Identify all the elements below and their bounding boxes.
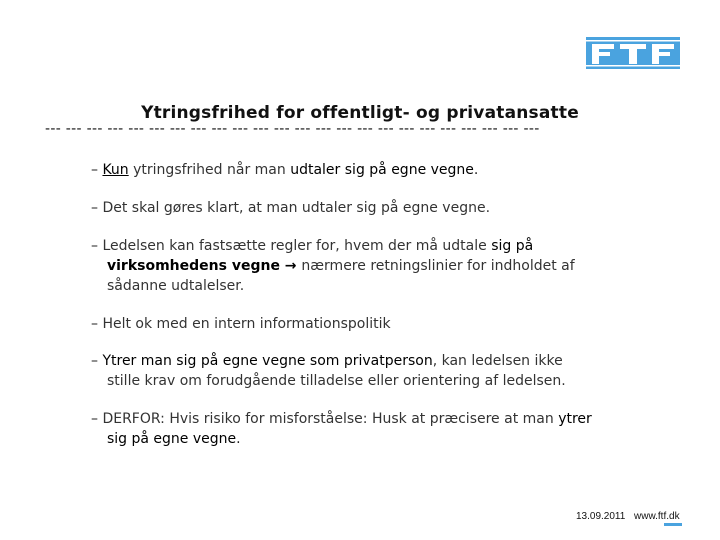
bullet-dash: – xyxy=(91,238,98,254)
bullet-text: virksomhedens vegne xyxy=(107,258,280,274)
bullet-item xyxy=(91,160,621,180)
bullet-text: Helt ok med en intern informationspolitik xyxy=(102,316,391,332)
bullet-text: Ytrer man sig på egne vegne som privatperson xyxy=(102,353,433,369)
footer-accent-bar xyxy=(664,523,682,526)
bullet-text: . xyxy=(473,162,479,178)
bullet-text: Ledelsen kan fastsætte regler for, hvem der må udtale xyxy=(102,238,492,254)
bullet-item xyxy=(91,314,621,334)
bullet-item xyxy=(91,198,621,218)
bullet-text: ytrer xyxy=(558,411,592,427)
bullet-text: Det skal gøres klart, at man udtaler sig på egne vegne. xyxy=(102,200,491,216)
bullet-item xyxy=(91,409,621,449)
bullet-text: DERFOR: Hvis risiko for misforståelse: Husk at præcisere at man xyxy=(102,411,559,427)
arrow-right-icon: → xyxy=(279,258,302,274)
bullet-item xyxy=(91,351,621,391)
bullet-text: stille krav om forudgående tilladelse eller orientering af ledelsen. xyxy=(107,373,566,389)
bullet-text: sig på xyxy=(491,238,534,254)
page-title: Ytringsfrihed for offentligt- og privatansatte xyxy=(141,103,579,123)
bullet-dash: – xyxy=(91,353,98,369)
footer-url: www.ftf.dk xyxy=(634,511,680,522)
ftf-logo xyxy=(586,37,680,69)
bullet-text: nærmere retningslinier for indholdet af xyxy=(301,258,575,274)
bullet-text: udtaler sig på egne vegne xyxy=(290,162,474,178)
bullet-dash: – xyxy=(91,162,98,178)
bullet-dash: – xyxy=(91,411,98,427)
footer-date: 13.09.2011 xyxy=(576,511,626,522)
bullet-dash: – xyxy=(91,316,98,332)
bullet-text: sig på egne vegne xyxy=(107,431,237,447)
bullet-dash: – xyxy=(91,200,98,216)
bullet-item xyxy=(91,236,621,296)
bullet-text: , kan ledelsen ikke xyxy=(432,353,563,369)
title-divider: --- --- --- --- --- --- --- --- --- --- --- --- --- --- --- --- --- --- --- --- --- --- --- --- xyxy=(45,121,540,137)
bullet-text: sådanne udtalelser. xyxy=(107,278,245,294)
bullet-text: ytringsfrihed når man xyxy=(128,162,291,178)
bullet-text: Kun xyxy=(102,162,129,178)
bullet-text: . xyxy=(236,431,241,447)
